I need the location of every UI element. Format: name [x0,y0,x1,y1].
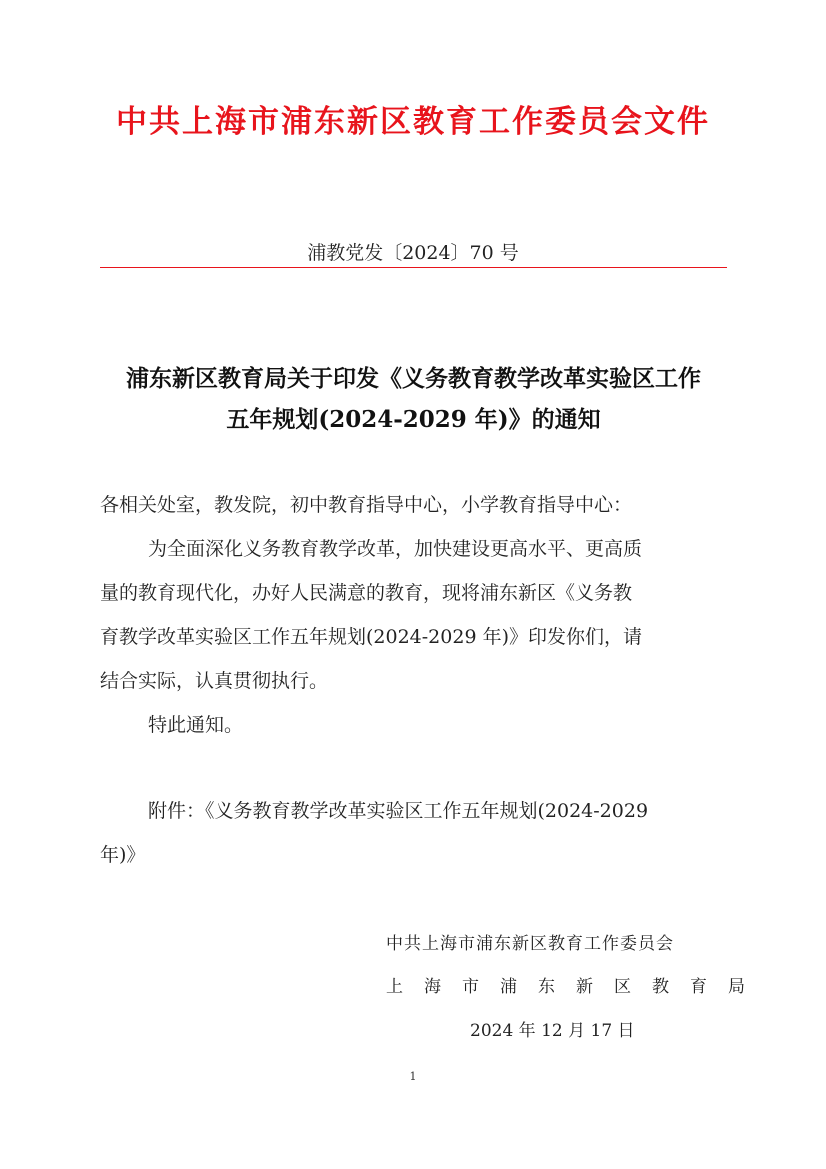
document-number: 浦教党发〔2024〕70 号 [307,242,519,264]
page-number: 1 [409,1070,417,1083]
document-header-title: 中共上海市浦东新区教育工作委员会文件 [116,104,710,140]
signature-org-bureau: 上海市浦东新区教育局 [386,977,766,997]
notice-title-line-2: 五年规划(2024-2029 年)》的通知 [226,406,601,433]
paragraph-line-4: 结合实际，认真贯彻执行。 [100,670,329,692]
attachment-line-1: 附件：《义务教育教学改革实验区工作五年规划(2024-2029 [148,800,649,822]
signature-date: 2024 年 12 月 17 日 [470,1021,635,1041]
recipients-line: 各相关处室，教发院，初中教育指导中心，小学教育指导中心： [100,494,633,516]
paragraph-line-1: 为全面深化义务教育教学改革，加快建设更高水平、更高质 [148,538,643,560]
signature-org-committee: 中共上海市浦东新区教育工作委员会 [386,934,674,954]
notice-title-line-1: 浦东新区教育局关于印发《义务教育教学改革实验区工作 [126,365,701,392]
notice-title [100,358,727,440]
closing-line: 特此通知。 [148,714,244,736]
paragraph-line-2: 量的教育现代化，办好人民满意的教育，现将浦东新区《义务教 [100,582,633,604]
paragraph-line-3: 育教学改革实验区工作五年规划(2024-2029 年)》印发你们，请 [100,626,642,648]
red-divider-line [100,267,727,268]
attachment-line-2: 年)》 [100,844,146,866]
